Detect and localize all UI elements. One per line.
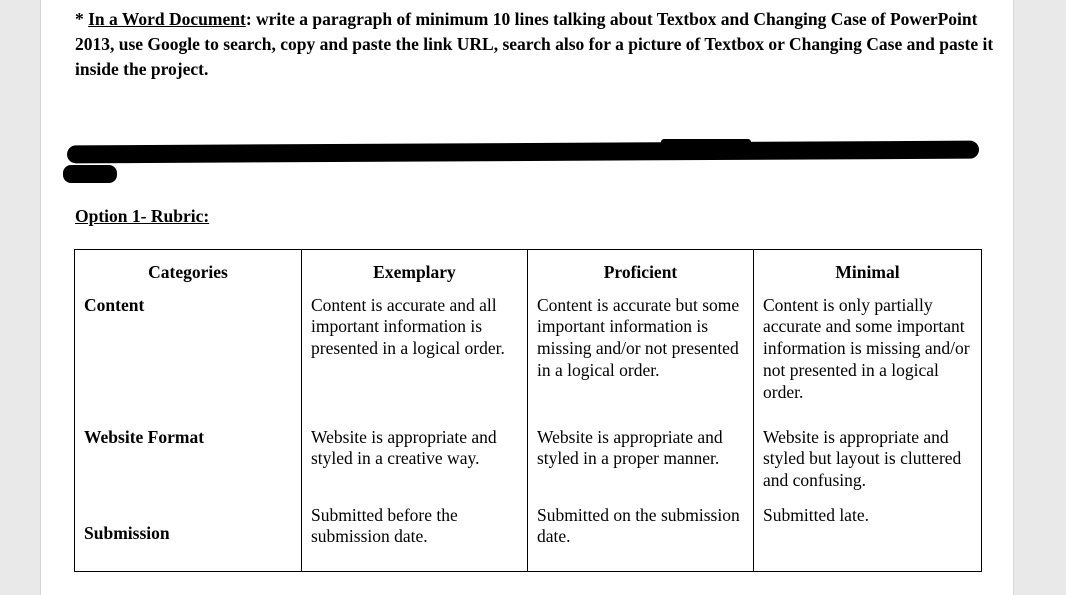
- category-label: Submission: [84, 522, 170, 543]
- exemplary-cell: Content is accurate and all important information is presented in a logical order.: [302, 293, 528, 425]
- exemplary-cell: Website is appropriate and styled in a creative way.: [302, 425, 528, 499]
- table-row: [75, 499, 982, 572]
- exemplary-cell: Submitted before the submission date.: [302, 499, 528, 572]
- instructions-body: : write a paragraph of minimum 10 lines talking about Textbox and Changing Case of PowerPoint 2013, use Google to search, copy and paste the link URL, search also for a picture of Textbox or Changing Case and paste it inside the project.: [75, 9, 994, 79]
- rubric-header-row: [75, 250, 982, 293]
- header-exemplary: Exemplary: [302, 250, 528, 293]
- category-cell: Content: [75, 293, 302, 425]
- minimal-cell: Website is appropriate and styled but layout is cluttered and confusing.: [754, 425, 982, 499]
- rubric-title: Option 1- Rubric:: [75, 206, 210, 226]
- table-row: [75, 425, 982, 499]
- proficient-cell: Website is appropriate and styled in a proper manner.: [528, 425, 754, 499]
- redaction-mark: [67, 141, 979, 164]
- redaction-mark: [63, 165, 117, 183]
- document-page: [40, 0, 1014, 595]
- category-cell: Website Format: [75, 425, 302, 499]
- header-categories: Categories: [75, 250, 302, 293]
- minimal-cell: Content is only partially accurate and some important information is missing and/or not presented in a logical order.: [754, 293, 982, 425]
- minimal-cell: Submitted late.: [754, 499, 982, 572]
- category-cell: [75, 499, 302, 572]
- instructions-prefix: *: [75, 9, 89, 29]
- rubric-table: [74, 249, 982, 572]
- assignment-instructions: [75, 7, 995, 82]
- table-row: [75, 293, 982, 425]
- instructions-underlined-heading: In a Word Document: [88, 9, 246, 29]
- proficient-cell: Submitted on the submission date.: [528, 499, 754, 572]
- header-minimal: Minimal: [754, 250, 982, 293]
- proficient-cell: Content is accurate but some important information is missing and/or not presented in a logical order.: [528, 293, 754, 425]
- header-proficient: Proficient: [528, 250, 754, 293]
